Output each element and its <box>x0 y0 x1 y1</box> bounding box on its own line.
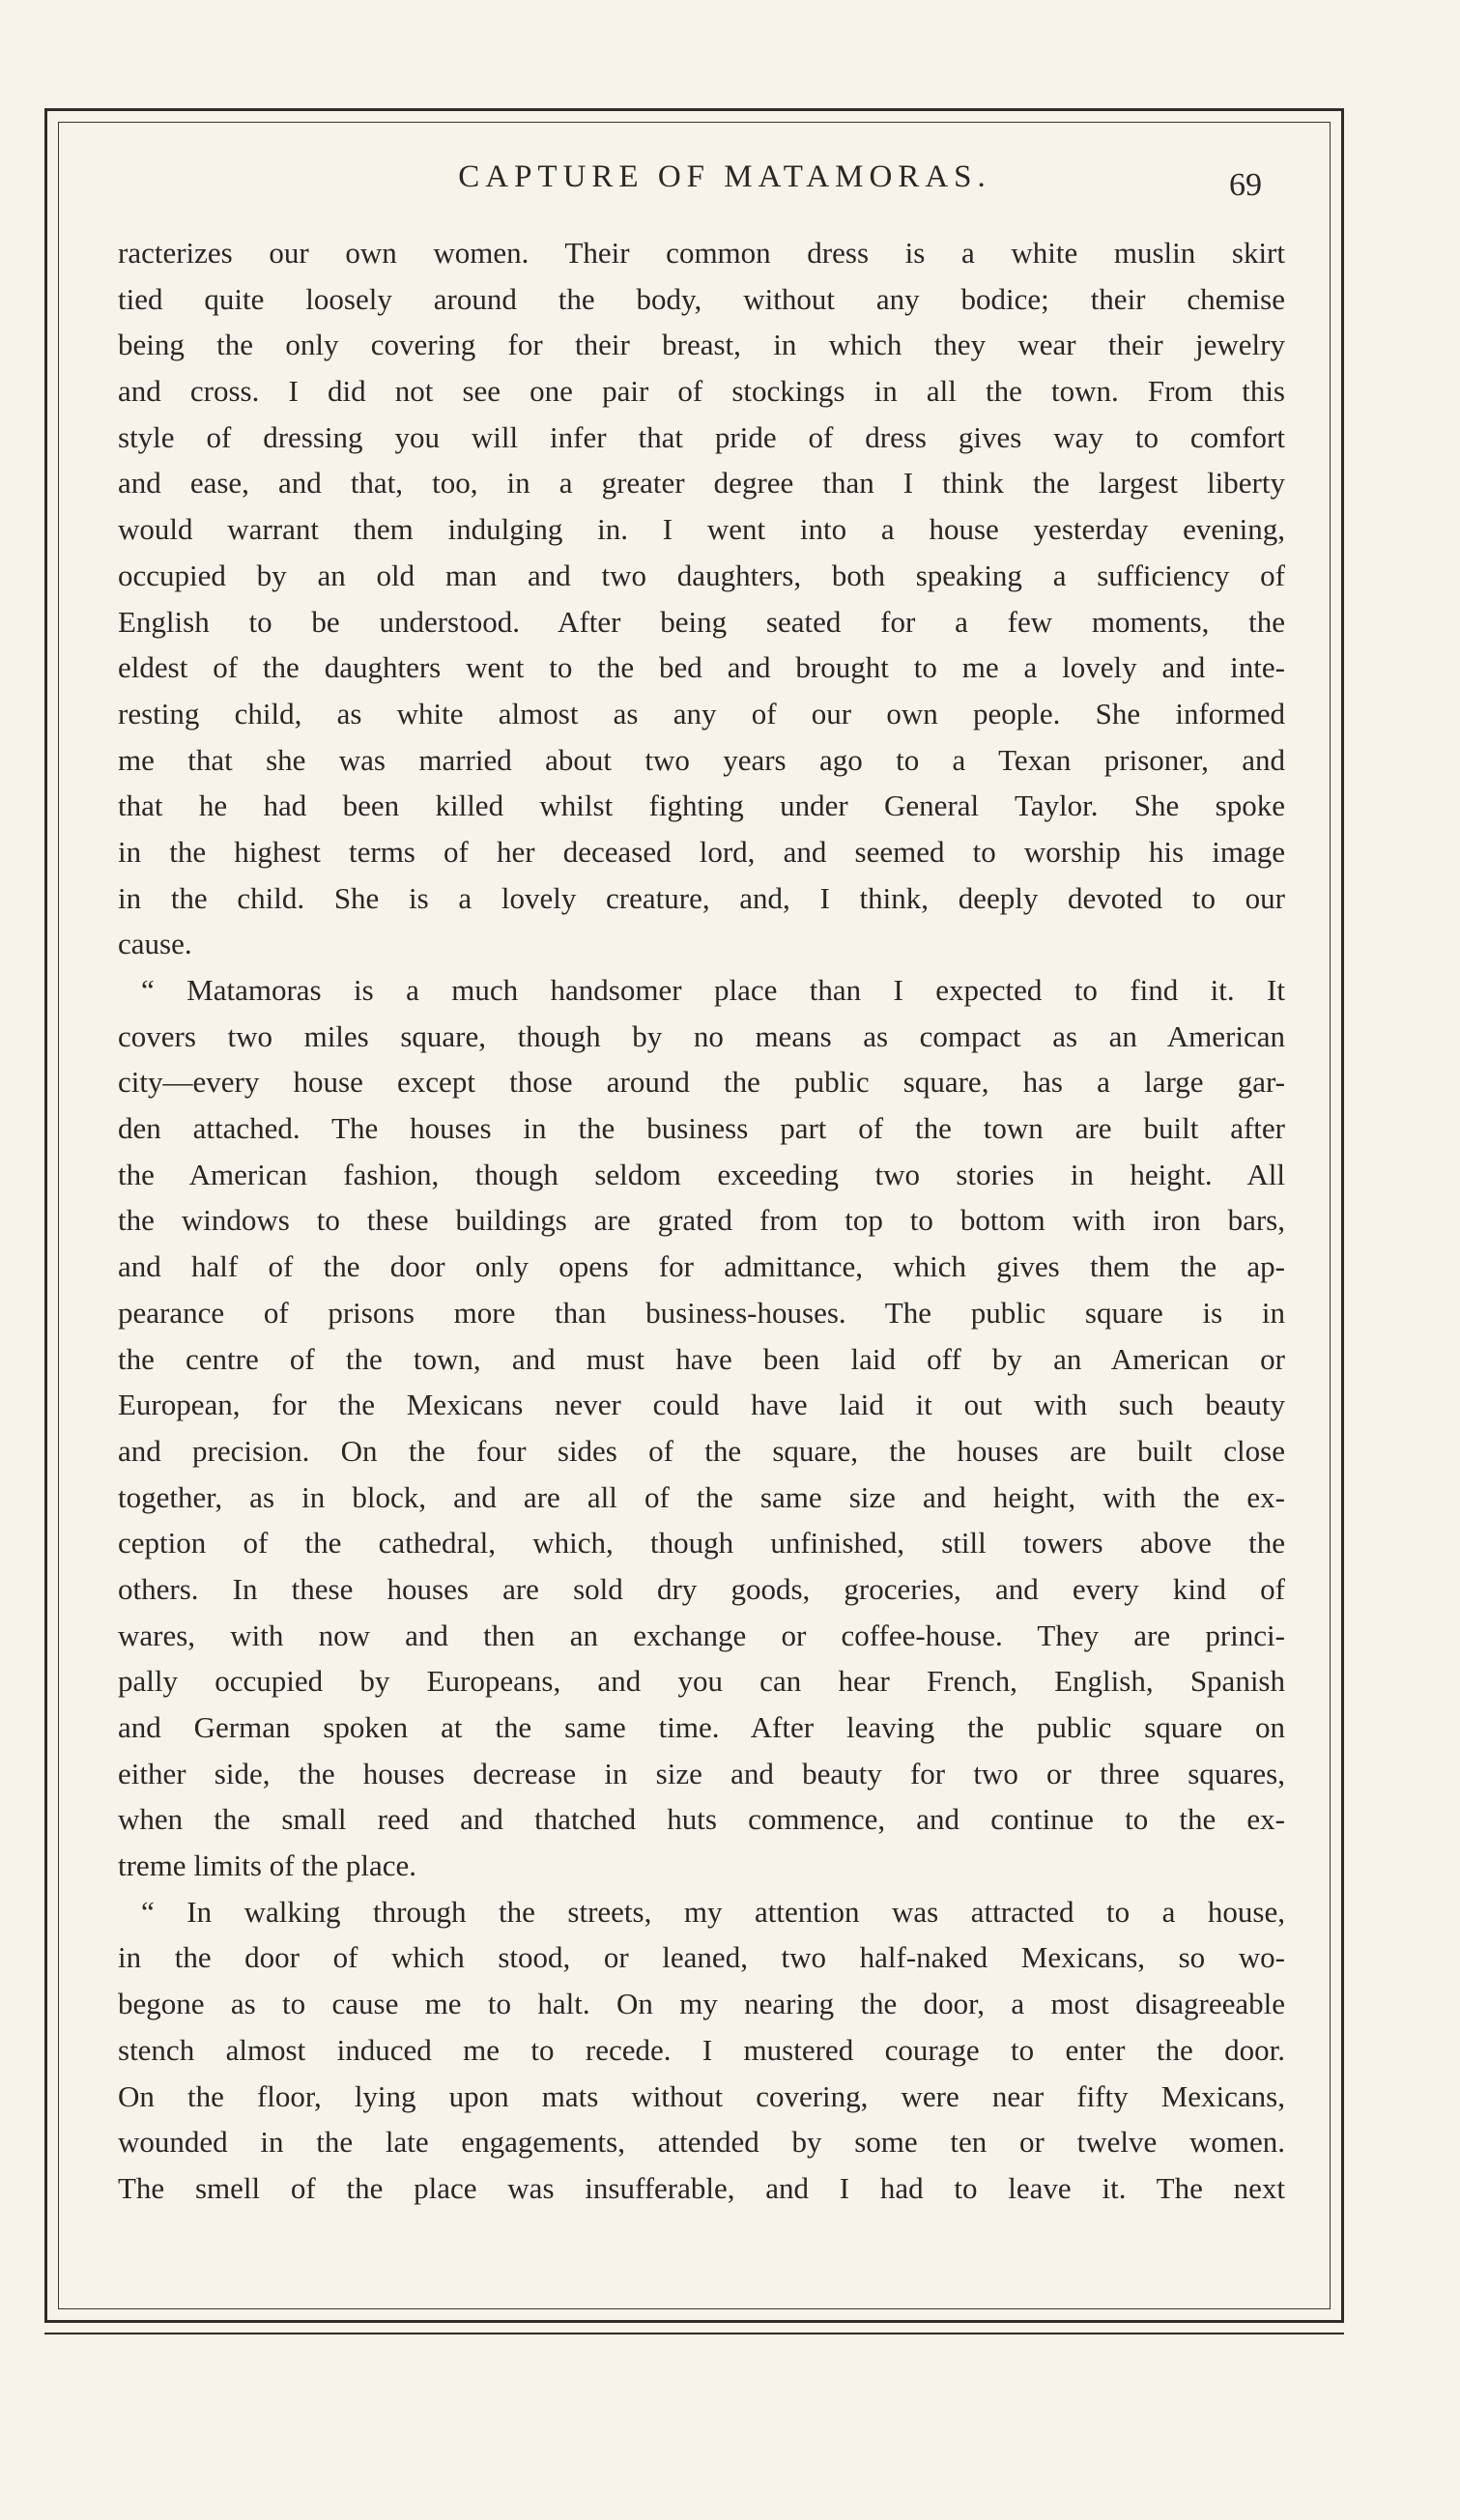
text-line: resting child, as white almost as any of our own people. She informed <box>118 696 1285 730</box>
text-line: city—every house except those around the public square, has a large gar- <box>118 1065 1285 1100</box>
text-line: that he had been killed whilst fighting under General Taylor. She spoke <box>118 788 1285 823</box>
text-line: together, as in block, and are all of the same size and height, with the ex- <box>118 1479 1285 1514</box>
text-line: the windows to these buildings are grated from top to bottom with iron bars, <box>118 1203 1285 1238</box>
text-line: when the small reed and thatched huts commence, and continue to the ex- <box>118 1802 1285 1837</box>
text-line: ception of the cathedral, which, though unfinished, still towers above the <box>118 1526 1285 1561</box>
text-line: pally occupied by Europeans, and you can hear French, English, Spanish <box>118 1664 1285 1699</box>
text-line: “ Matamoras is a much handsomer place than I expected to find it. It <box>141 973 1285 1007</box>
text-line: pearance of prisons more than business-houses. The public square is in <box>118 1295 1285 1330</box>
text-line: me that she was married about two years ago to a Texan prisoner, and <box>118 742 1285 777</box>
text-line: would warrant them indulging in. I went into a house yesterday evening, <box>118 512 1285 547</box>
text-line: being the only covering for their breast, in which they wear their jewelry <box>118 328 1285 362</box>
text-line: in the child. She is a lovely creature, and, I think, deeply devoted to our <box>118 880 1285 915</box>
text-line: stench almost induced me to recede. I mustered courage to enter the door. <box>118 2032 1285 2067</box>
text-line: the American fashion, though seldom exceeding two stories in height. All <box>118 1157 1285 1191</box>
text-line: The smell of the place was insufferable, and I had to leave it. The next <box>118 2170 1285 2205</box>
text-line: and half of the door only opens for admittance, which gives them the ap- <box>118 1249 1285 1284</box>
text-line: and precision. On the four sides of the square, the houses are built close <box>118 1433 1285 1468</box>
text-line: tied quite loosely around the body, without any bodice; their chemise <box>118 281 1285 316</box>
text-line: in the highest terms of her deceased lord, and seemed to worship his image <box>118 834 1285 869</box>
text-line: begone as to cause me to halt. On my nearing the door, a most disagreeable <box>118 1987 1285 2021</box>
text-line: wounded in the late engagements, attended by some ten or twelve women. <box>118 2125 1285 2160</box>
text-line: the centre of the town, and must have been laid off by an American or <box>118 1341 1285 1376</box>
text-line: wares, with now and then an exchange or coffee-house. They are princi- <box>118 1618 1285 1652</box>
text-line: and German spoken at the same time. After leaving the public square on <box>118 1710 1285 1744</box>
text-line: either side, the houses decrease in size and beauty for two or three squares, <box>118 1756 1285 1790</box>
running-head <box>0 159 1460 208</box>
text-line: and cross. I did not see one pair of stockings in all the town. From this <box>118 374 1285 409</box>
text-line: eldest of the daughters went to the bed and brought to me a lovely and inte- <box>118 650 1285 685</box>
text-line: racterizes our own women. Their common dress is a white muslin skirt <box>118 236 1285 270</box>
text-line: cause. <box>118 927 192 961</box>
text-line: others. In these houses are sold dry goods, groceries, and every kind of <box>118 1571 1285 1606</box>
text-line: On the floor, lying upon mats without covering, were near fifty Mexicans, <box>118 2078 1285 2113</box>
text-line: English to be understood. After being seated for a few moments, the <box>118 604 1285 639</box>
text-line: treme limits of the place. <box>118 1848 417 1883</box>
text-line: in the door of which stood, or leaned, two half-naked Mexicans, so wo- <box>118 1940 1285 1975</box>
running-title: CAPTURE OF MATAMORAS. <box>458 159 991 194</box>
bottom-rule <box>44 2333 1344 2334</box>
text-line: European, for the Mexicans never could have laid it out with such beauty <box>118 1388 1285 1422</box>
text-line: covers two miles square, though by no means as compact as an American <box>118 1018 1285 1053</box>
text-line: den attached. The houses in the business part of the town are built after <box>118 1111 1285 1146</box>
text-line: style of dressing you will infer that pride of dress gives way to comfort <box>118 419 1285 454</box>
body-text <box>118 230 1285 2212</box>
text-line: and ease, and that, too, in a greater degree than I think the largest liberty <box>118 466 1285 501</box>
page-number: 69 <box>1229 167 1262 203</box>
text-line: “ In walking through the streets, my attention was attracted to a house, <box>141 1894 1285 1929</box>
text-line: occupied by an old man and two daughters, both speaking a sufficiency of <box>118 558 1285 592</box>
